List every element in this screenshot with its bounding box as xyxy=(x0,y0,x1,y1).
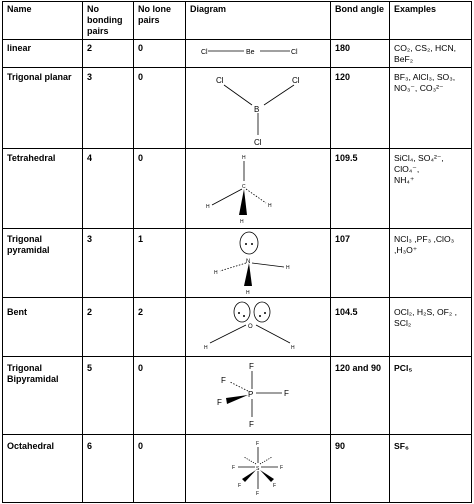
examples: BF₃, AlCl₃, SO₃, NO₃⁻, CO₃²⁻ xyxy=(394,72,456,93)
atom-label: H xyxy=(286,265,290,271)
bonding-pairs: 2 xyxy=(87,43,93,53)
bonding-pairs: 2 xyxy=(87,307,93,317)
trigonal-planar-diagram xyxy=(216,76,300,147)
header-bond-angle: Bond angle xyxy=(335,4,384,14)
shape-name: Tetrahedral xyxy=(7,153,56,163)
atom-label: H xyxy=(240,219,244,225)
atom-label: H xyxy=(242,155,246,161)
atom-label: H xyxy=(214,270,218,276)
atom-label: F xyxy=(232,465,236,471)
header-diagram: Diagram xyxy=(190,4,227,14)
atom-label: F xyxy=(238,483,242,489)
atom-label: Cl xyxy=(291,49,298,56)
atom-label: P xyxy=(248,390,254,399)
bonding-pairs: 6 xyxy=(87,441,93,451)
lone-pairs: 2 xyxy=(138,307,144,317)
atom-label: F xyxy=(273,483,277,489)
examples: SiCl₄, SO₄²⁻, ClO₄⁻, NH₄⁺ xyxy=(394,153,444,185)
atom-label: Cl xyxy=(292,76,300,85)
examples: SF₆ xyxy=(394,441,409,451)
lone-pairs: 0 xyxy=(138,43,144,53)
examples: CO₂, CS₂, HCN, BeF₂ xyxy=(394,43,457,64)
atom-label: C xyxy=(242,184,246,190)
shape-name: Trigonal Bipyramidal xyxy=(7,363,59,384)
atom-label: F xyxy=(249,420,254,429)
header-bonding-pairs: No bonding pairs xyxy=(87,4,123,36)
atom-label: F xyxy=(280,465,284,471)
atom-label: H xyxy=(206,204,210,210)
trigonal-pyramidal-diagram xyxy=(214,232,290,296)
molecular-shapes-table xyxy=(2,1,472,503)
atom-label: Cl xyxy=(216,76,224,85)
atom-label: Cl xyxy=(254,138,262,147)
header-name: Name xyxy=(7,4,32,14)
bent-diagram xyxy=(204,302,295,351)
atom-label: H xyxy=(246,290,250,296)
linear-molecule-diagram xyxy=(201,49,298,56)
bond-angle: 180 xyxy=(335,43,351,53)
lone-pairs: 0 xyxy=(138,72,144,82)
bond-angle: 107 xyxy=(335,234,351,244)
shape-name: Trigonal planar xyxy=(7,72,72,82)
atom-label: O xyxy=(248,324,253,330)
examples: NCl₃ ,PF₃ ,ClO₃ ,H₃O⁺ xyxy=(394,234,455,255)
atom-label: F xyxy=(221,376,226,385)
examples: OCl₂, H₂S, OF₂ , SCl₂ xyxy=(394,307,458,328)
bonding-pairs: 4 xyxy=(87,153,93,163)
atom-label: Be xyxy=(246,49,255,56)
examples: PCl₅ xyxy=(394,363,413,373)
tetrahedral-diagram xyxy=(206,155,272,225)
atom-label: F xyxy=(284,389,289,398)
atom-label: H xyxy=(268,203,272,209)
shape-name: linear xyxy=(7,43,32,53)
bond-angle: 104.5 xyxy=(335,307,358,317)
shape-name: Bent xyxy=(7,307,27,317)
lone-pairs: 0 xyxy=(138,441,144,451)
atom-label: S xyxy=(256,466,260,472)
atom-label: F xyxy=(256,441,260,447)
atom-label: F xyxy=(249,362,254,371)
atom-label: Cl xyxy=(201,49,208,56)
atom-label: H xyxy=(291,345,295,351)
diagrams xyxy=(186,1,330,503)
bonding-pairs: 3 xyxy=(87,234,93,244)
bond-angle: 120 xyxy=(335,72,351,82)
header-examples: Examples xyxy=(394,4,437,14)
bond-angle: 109.5 xyxy=(335,153,358,163)
atom-label: H xyxy=(204,345,208,351)
bonding-pairs: 5 xyxy=(87,363,93,373)
atom-label: F xyxy=(217,398,222,407)
bonding-pairs: 3 xyxy=(87,72,93,82)
shape-name: Octahedral xyxy=(7,441,55,451)
lone-pairs: 0 xyxy=(138,153,144,163)
lone-pairs: 1 xyxy=(138,234,144,244)
header-lone-pairs: No lone pairs xyxy=(138,4,171,25)
atom-label: B xyxy=(254,105,260,114)
octahedral-diagram xyxy=(232,441,283,497)
shape-name: Trigonal pyramidal xyxy=(7,234,50,255)
lone-pairs: 0 xyxy=(138,363,144,373)
trigonal-bipyramidal-diagram xyxy=(217,362,289,429)
atom-label: N xyxy=(246,259,251,265)
atom-label: F xyxy=(256,491,260,497)
bond-angle: 120 and 90 xyxy=(335,363,382,373)
bond-angle: 90 xyxy=(335,441,346,451)
